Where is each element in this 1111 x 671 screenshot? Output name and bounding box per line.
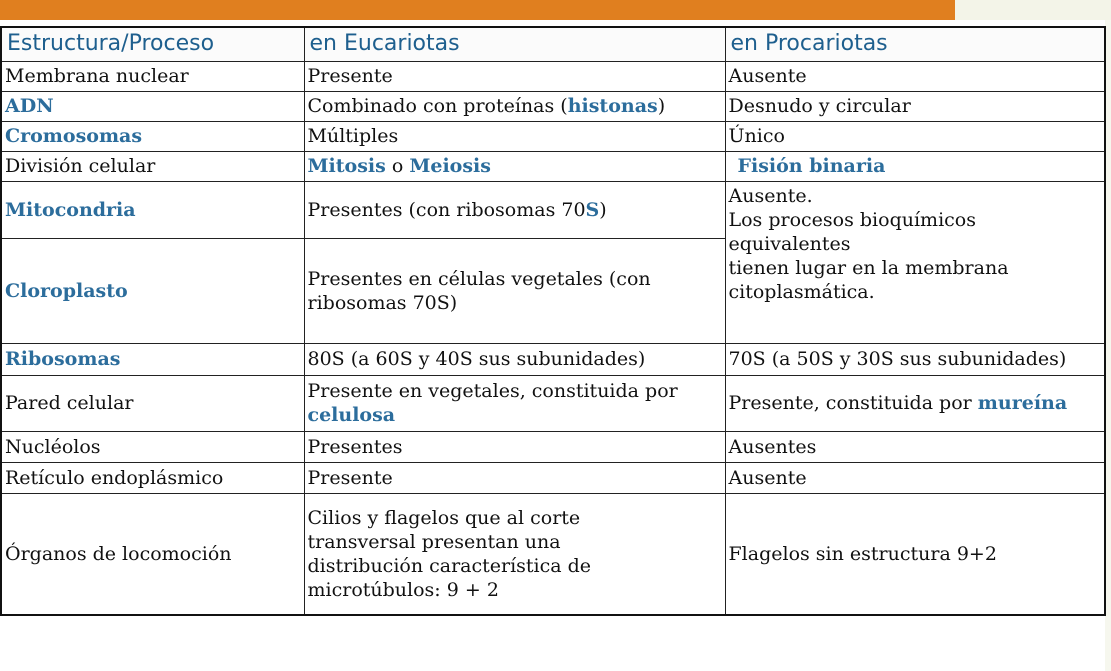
table-row: [1, 151, 1105, 181]
text-part: ): [599, 198, 607, 221]
text-part: o: [385, 155, 410, 177]
cell-structure: Membrana nuclear: [1, 61, 304, 91]
cell-eukaryotes: Presentes en células vegetales (con ribosomas 70S): [304, 238, 725, 343]
highlight-term: Meiosis: [409, 155, 491, 177]
cell-eukaryotes: Cilios y flagelos que al corte transversal presentan una distribución característica de microtúbulos: 9 + 2: [304, 493, 725, 615]
cell-structure: ADN: [1, 91, 304, 121]
cell-structure: Mitocondria: [1, 181, 304, 238]
table-row: [1, 343, 1105, 375]
table-row: [1, 375, 1105, 431]
table-row: [1, 61, 1105, 91]
cell-structure: Retículo endoplásmico: [1, 462, 304, 493]
cell-structure: División celular: [1, 151, 304, 181]
comparison-table: [0, 26, 1106, 616]
cell-prokaryotes: Fisión binaria: [725, 151, 1105, 181]
highlight-term: mureína: [977, 392, 1068, 414]
table-header-row: [1, 27, 1105, 61]
cell-prokaryotes-merged: Ausente. Los procesos bioquímicos equivalentes tienen lugar en la membrana citoplasmática.: [725, 181, 1105, 343]
cell-structure: Pared celular: [1, 375, 304, 431]
table-row: [1, 462, 1105, 493]
text-part: Presente, constituida por: [728, 392, 978, 414]
highlight-term: celulosa: [307, 404, 396, 426]
highlight-term: S: [585, 198, 600, 221]
cell-eukaryotes: 80S (a 60S y 40S sus subunidades): [304, 343, 725, 375]
header-prokaryotes: en Procariotas: [725, 27, 1105, 61]
cell-eukaryotes: Presente: [304, 462, 725, 493]
table-row: [1, 181, 1105, 238]
cell-eukaryotes: [304, 151, 725, 181]
cell-structure: Cromosomas: [1, 121, 304, 151]
cell-prokaryotes: [725, 375, 1105, 431]
table-row: [1, 121, 1105, 151]
cell-eukaryotes: [304, 91, 725, 121]
text-part: Combinado con proteínas (: [307, 95, 568, 117]
cell-structure: Ribosomas: [1, 343, 304, 375]
highlight-term: histonas: [567, 95, 658, 117]
highlight-term: Mitosis: [307, 155, 386, 177]
cell-prokaryotes: Ausente: [725, 61, 1105, 91]
cell-structure: Cloroplasto: [1, 238, 304, 343]
cell-eukaryotes: [304, 181, 725, 238]
cell-prokaryotes: 70S (a 50S y 30S sus subunidades): [725, 343, 1105, 375]
cell-prokaryotes: Flagelos sin estructura 9+2: [725, 493, 1105, 615]
cell-eukaryotes: Presente: [304, 61, 725, 91]
header-structure: Estructura/Proceso: [1, 27, 304, 61]
cell-eukaryotes: Presentes: [304, 431, 725, 462]
table-row: [1, 493, 1105, 615]
cell-eukaryotes: [304, 375, 725, 431]
cell-prokaryotes: Desnudo y circular: [725, 91, 1105, 121]
text-part: ): [657, 95, 666, 117]
table-row: [1, 91, 1105, 121]
text-part: Presentes (con ribosomas 70: [307, 198, 586, 221]
cell-prokaryotes: Ausentes: [725, 431, 1105, 462]
header-eukaryotes: en Eucariotas: [304, 27, 725, 61]
cell-structure: Órganos de locomoción: [1, 493, 304, 615]
cell-eukaryotes: Múltiples: [304, 121, 725, 151]
text-part: Presente en vegetales, constituida por: [307, 380, 678, 402]
corner-panel: [955, 0, 1111, 20]
cell-structure: Nucléolos: [1, 431, 304, 462]
accent-bar: [0, 0, 955, 20]
table-row: [1, 431, 1105, 462]
cell-prokaryotes: Único: [725, 121, 1105, 151]
cell-prokaryotes: Ausente: [725, 462, 1105, 493]
